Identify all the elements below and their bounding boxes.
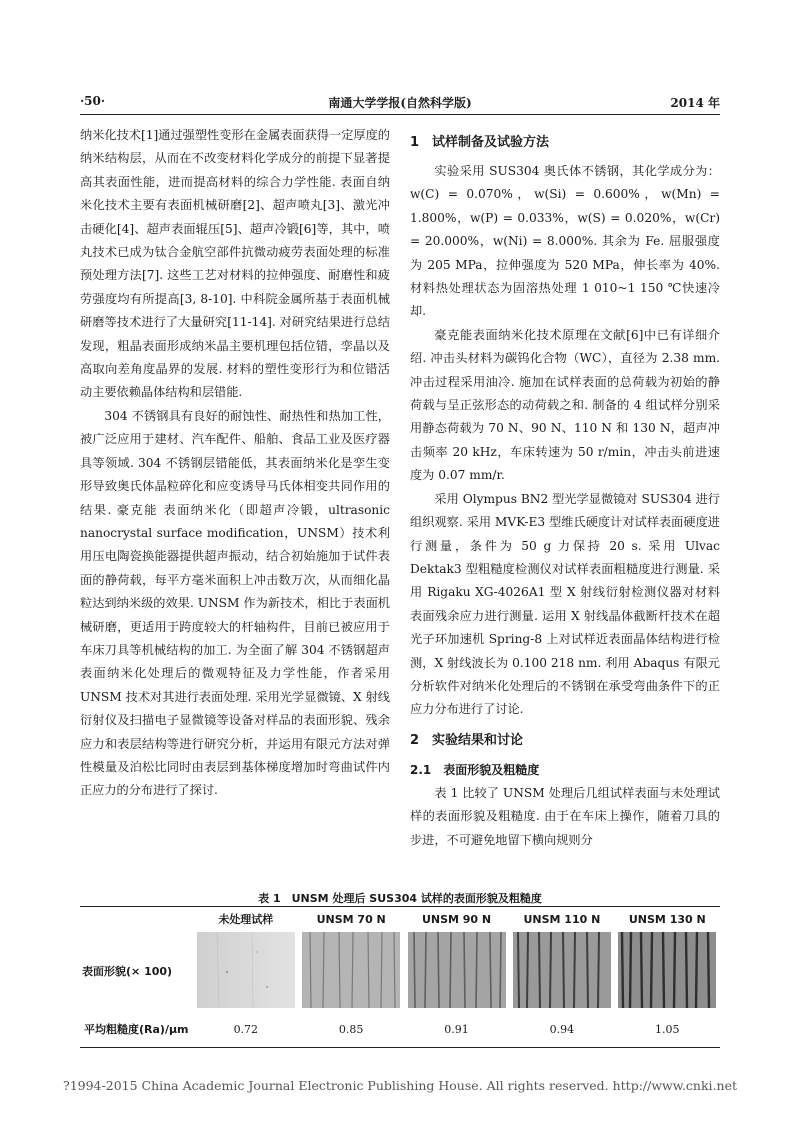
right-paragraph-1: 实验采用 SUS304 奥氏体不锈钢，其化学成分为：w(C) = 0.070%，w(Si) = 0.600%，w(Mn) = 1.800%，w(P) = 0.033%，w(S) = 0.020%，w(Cr) = 20.000%，w(Ni) = 8.000%. 其余为 Fe. 屈服强度为 205 MPa，拉伸强度为 520 MPa，伸长率为 40%. 材料热处理状态为固溶热处理 1 010~1 150 ℃快速冷却. bbox=[410, 164, 720, 319]
journal-name: 南通大学学报(自然科学版) bbox=[328, 96, 472, 110]
left-paragraph-2: 304 不锈钢具有良好的耐蚀性、耐热性和热加工性，被广泛应用于建材、汽车配件、船舶、食品工业及医疗器具等领域. 304 不锈钢层错能低，其表面纳米化是孪生变形导致奥氏体晶粒碎化和应变诱导马氏体相变共同作用的结果. 豪克能 表面纳米化（即超声冷锻，ultrasonic nanocrystal surface modification，UNSM）技术利用压电陶瓷换能器提供超声振动，结合初始施加于试件表面的静荷载，每平方毫米面积上冲击数万次，从而细化晶粒达到纳米级的效果. UNSM 作为新技术，相比于表面机械研磨，更适用于跨度较大的杆轴构件，目前已被应用于车床刀具等机械结构的加工. 为全面了解 304 不锈钢超声表面纳米化处理后的微观特征及力学性能，作者采用 UNSM 技术对其进行表面处理. 采用光学显微镜、X 射线衍射仪及扫描电子显微镜等设备对样品的表面形貌、残余应力和表层结构等进行研究分析，并运用有限元方法对弹性模量及泊松比同时由表层到基体梯度增加时弯曲试件内正应力的分布进行了探讨. bbox=[80, 408, 390, 798]
right-paragraph-3: 采用 Olympus BN2 型光学显微镜对 SUS304 进行组织观察. 采用 MVK-E3 型维氏硬度计对试样表面硬度进行测量，条件为 50 g 力保持 20 s. 采用 Ulvac Dektak3 型粗糙度检测仪对试样表面粗糙度进行测量. 采用 Rigaku XG-4026A1 型 X 射线衍射检测仪器对材料表面残余应力进行测量. 运用 X 射线晶体截断杆技术在超光子环加速机 Spring-8 上对试样近表面晶体结构进行检测，X 射线波长为 0.100 218 nm. 利用 Abaqus 有限元分析软件对纳米化处理后的不锈钢在承受弯曲条件下的正应力分布进行了讨论. bbox=[410, 491, 720, 717]
row-label-roughness: 平均粗糙度(Ra)/μm bbox=[84, 1023, 189, 1036]
right-paragraph-4: 表 1 比较了 UNSM 处理后几组试样表面与未处理试样的表面形貌及粗糙度. 由于在车床上操作，随着刀具的步进，不可避免地留下横向规则分 bbox=[410, 785, 720, 847]
table-header-cell: 未处理试样 bbox=[218, 913, 274, 926]
copyright-footer: ?1994-2015 China Academic Journal Electronic Publishing House. All rights reserved. http://www.cnki.net bbox=[63, 1078, 737, 1093]
table-cell: 0.94 bbox=[549, 1022, 575, 1036]
row-label-morphology: 表面形貌(× 100) bbox=[82, 965, 173, 978]
table-header-cell: UNSM 90 N bbox=[421, 912, 492, 926]
table-cell: 0.72 bbox=[233, 1022, 259, 1036]
table-header-cell: UNSM 130 N bbox=[628, 912, 706, 926]
table-caption: 表 1 UNSM 处理后 SUS304 试样的表面形貌及粗糙度 bbox=[258, 892, 542, 905]
table-cell: 0.91 bbox=[444, 1022, 469, 1036]
micrograph-unsm-110n bbox=[513, 932, 611, 1008]
page-number: ·50· bbox=[80, 94, 106, 108]
left-paragraph-1: 纳米化技术[1]通过强塑性变形在金属表面获得一定厚度的纳米结构层，从而在不改变材料化学成分的前提下显著提高其表面性能，进而提高材料的综合力学性能. 表面自纳米化技术主要有表面机械研磨[2]、超声喷丸[3]、激光冲击硬化[4]、超声表面辊压[5]、超声冷锻[6]等，其中，喷丸技术已成为钛合金航空部件抗微动疲劳表面处理的标准预处理方法[7]. 这些工艺对材料的拉伸强度、耐磨性和疲劳强度均有所提高[3, 8-10]. 中科院金属所基于表面机械研磨等技术进行了大量研究[11-14]. 对研究结果进行总结发现，粗晶表面形成纳米晶主要机理包括位错，孪晶以及高取向差角度晶界的发展. 材料的塑性变形行为和位错活动主要依赖晶体结构和层错能. bbox=[80, 128, 390, 400]
micrograph-unsm-70n bbox=[302, 932, 400, 1008]
table-row-morphology bbox=[80, 931, 720, 1011]
table-header-cell bbox=[80, 907, 193, 931]
micrograph-untreated bbox=[197, 932, 295, 1008]
table-header-row bbox=[80, 907, 720, 931]
left-column bbox=[80, 124, 390, 803]
section-2-heading: 2 实验结果和讨论 bbox=[410, 732, 524, 748]
section-1-heading: 1 试样制备及试验方法 bbox=[410, 135, 550, 150]
right-column bbox=[410, 124, 720, 852]
table-cell: 1.05 bbox=[655, 1022, 680, 1036]
subsection-2-1-heading: 2.1 表面形貌及粗糙度 bbox=[410, 762, 540, 777]
table-1 bbox=[80, 906, 720, 1048]
table-row-roughness bbox=[80, 1011, 720, 1047]
table-header-cell: UNSM 110 N bbox=[523, 912, 601, 926]
header-rule bbox=[80, 114, 720, 115]
micrograph-unsm-90n bbox=[408, 932, 506, 1008]
table-header-cell: UNSM 70 N bbox=[316, 912, 386, 926]
right-paragraph-2: 豪克能表面纳米化技术原理在文献[6]中已有详细介绍. 冲击头材料为碳钨化合物（WC），直径为 2.38 mm. 冲击过程采用油冷. 施加在试样表面的总荷载为初始的静荷载与呈正弦形态的动荷载之和. 制备的 4 组试样分别采用静态荷载为 70 N、90 N、110 N 和 130 N，超声冲击频率 20 kHz，车床转速为 50 r/min，冲击头前进速度为 0.07 mm/r. bbox=[410, 327, 720, 483]
table-cell: 0.85 bbox=[338, 1022, 364, 1036]
micrograph-unsm-130n bbox=[618, 932, 716, 1008]
running-header bbox=[80, 94, 720, 116]
journal-year: 2014 年 bbox=[670, 96, 720, 110]
